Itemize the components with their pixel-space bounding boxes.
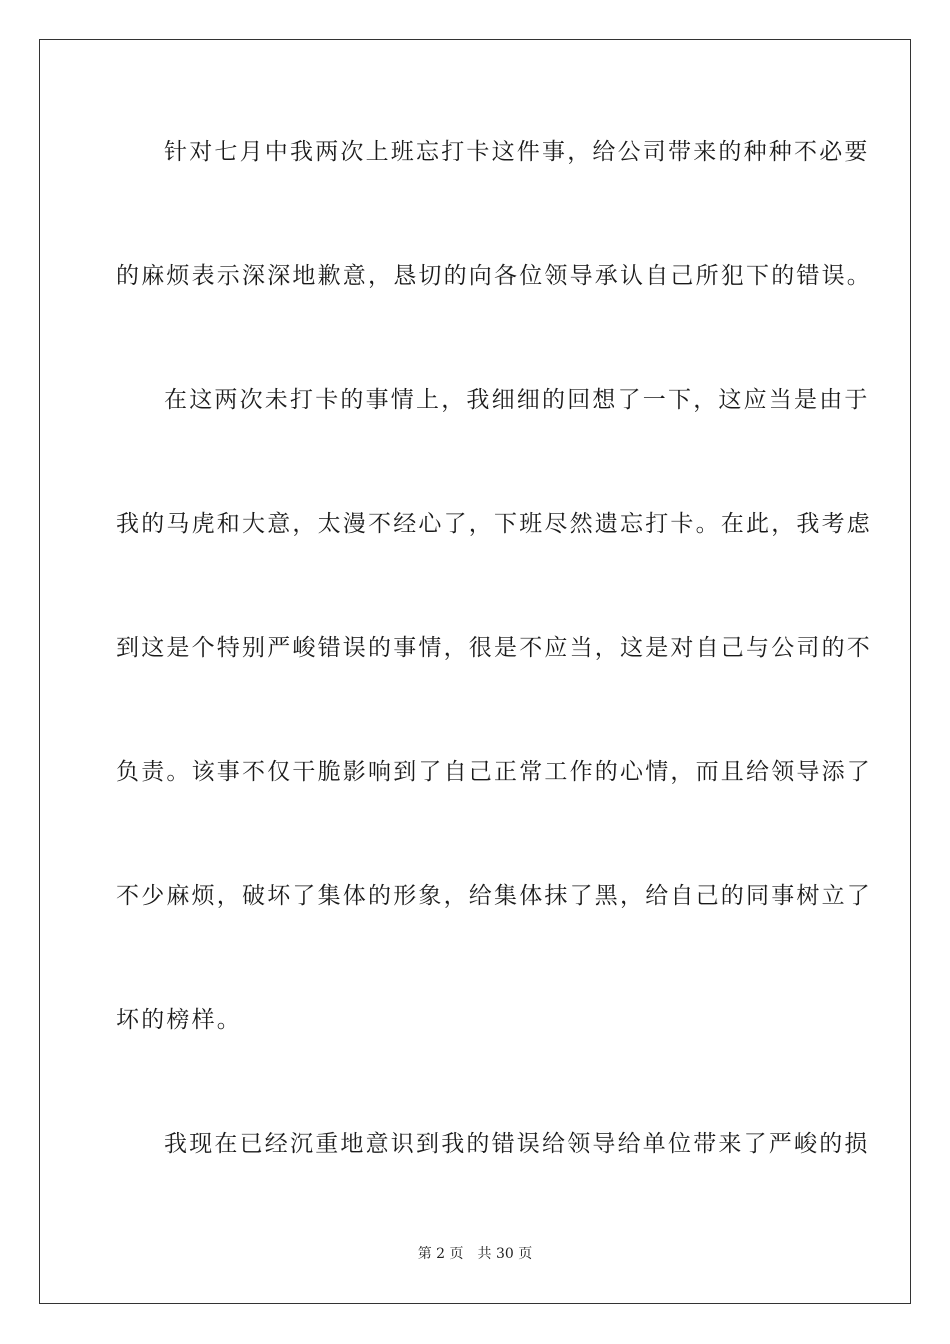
page-footer xyxy=(0,1245,950,1263)
paragraph-2-line-4: 负责。该事不仅干脆影响到了自己正常工作的心情，而且给领导添了 xyxy=(116,759,872,785)
total-pages: 共 30 页 xyxy=(477,1246,533,1262)
paragraph-3-line-1: 我现在已经沉重地意识到我的错误给领导给单位带来了严峻的损 xyxy=(164,1131,870,1157)
paragraph-2-line-6: 坏的榜样。 xyxy=(116,1007,242,1033)
paragraph-1-line-2: 的麻烦表示深深地歉意，恳切的向各位领导承认自己所犯下的错误。 xyxy=(116,263,872,289)
paragraph-2-line-1: 在这两次未打卡的事情上，我细细的回想了一下，这应当是由于 xyxy=(164,387,870,413)
paragraph-2-line-3: 到这是个特别严峻错误的事情，很是不应当，这是对自己与公司的不 xyxy=(116,635,872,661)
paragraph-2-line-5: 不少麻烦，破坏了集体的形象，给集体抹了黑，给自己的同事树立了 xyxy=(116,883,872,909)
paragraph-1-line-1: 针对七月中我两次上班忘打卡这件事，给公司带来的种种不必要 xyxy=(164,139,870,165)
page-border xyxy=(39,39,911,1304)
page-number: 第 2 页 xyxy=(417,1246,464,1262)
paragraph-2-line-2: 我的马虎和大意，太漫不经心了，下班尽然遗忘打卡。在此，我考虑 xyxy=(116,511,872,537)
